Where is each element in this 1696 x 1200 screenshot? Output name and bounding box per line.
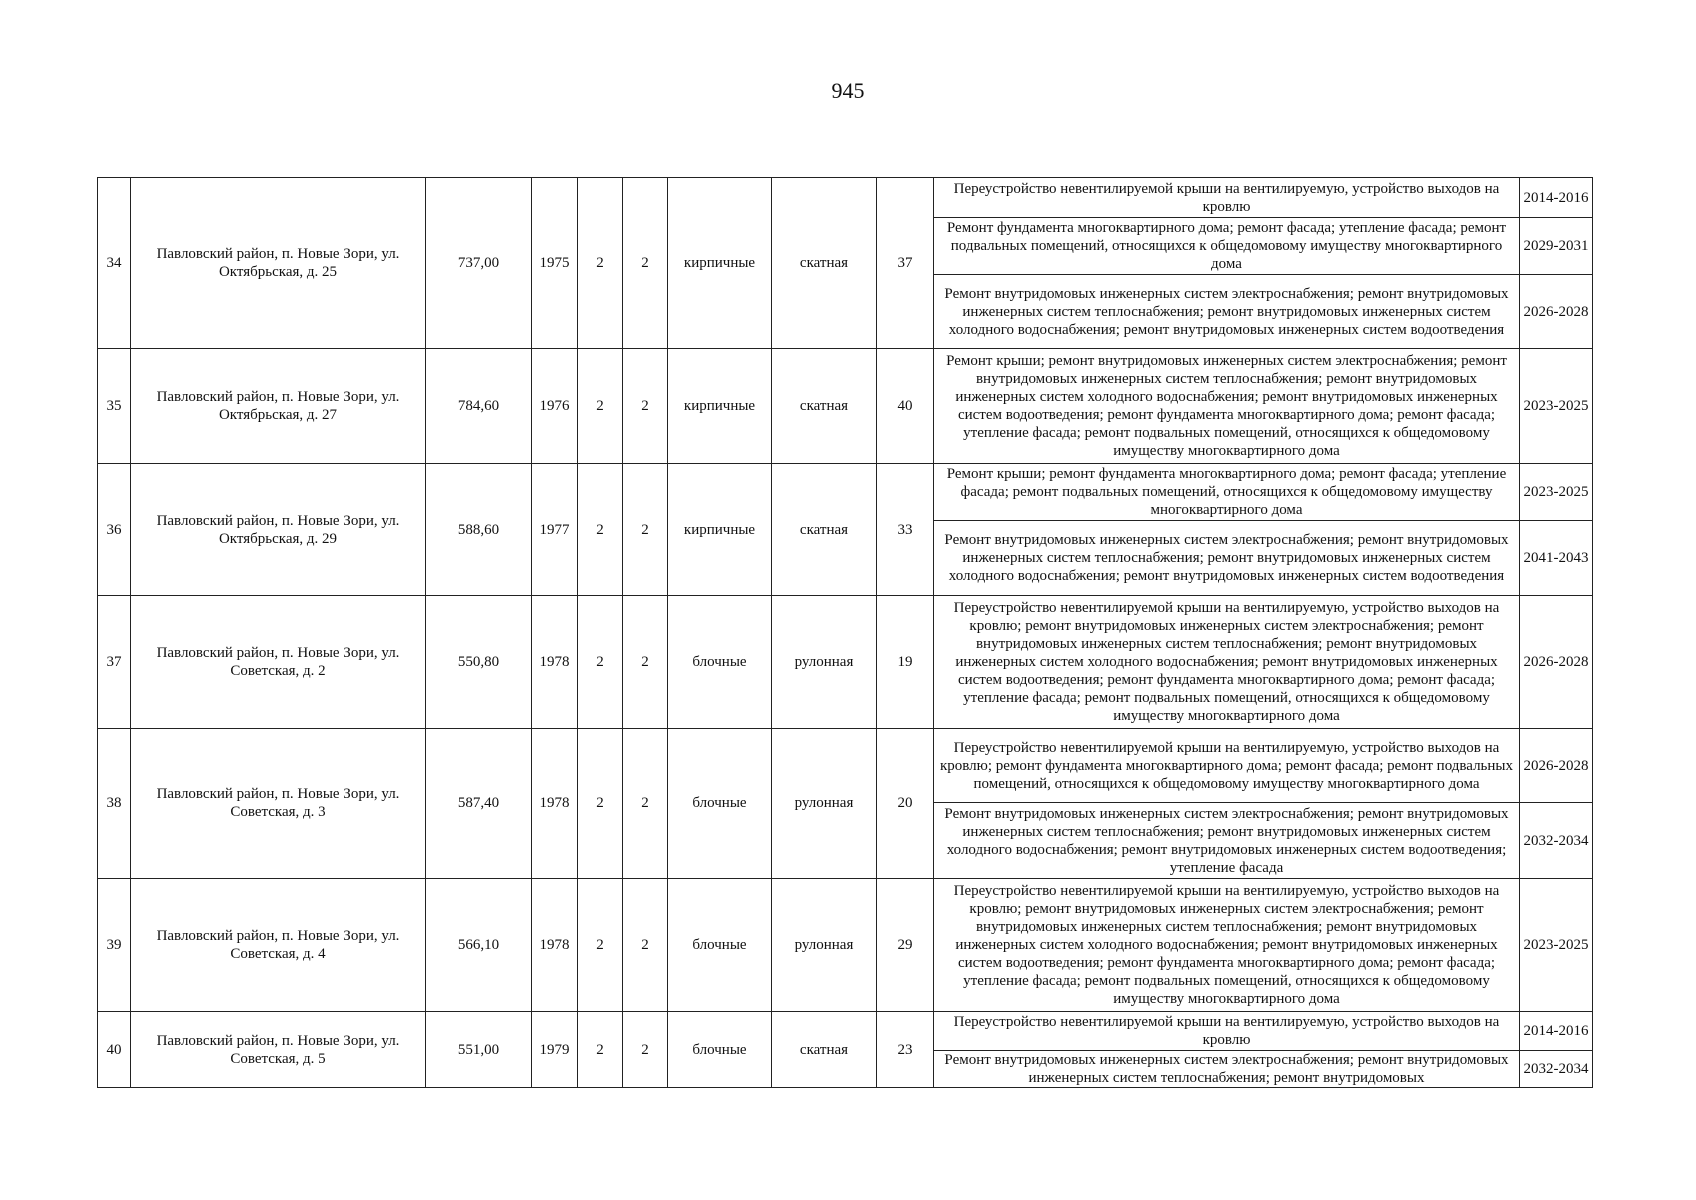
floors-cell: 2 [578,595,623,728]
area-cell: 737,00 [426,178,532,349]
page-number: 945 [831,78,865,103]
entrances-cell: 2 [623,595,668,728]
work-period: 2041-2043 [1520,520,1593,595]
work-description: Переустройство невентилируемой крыши на вентилируемую, устройство выходов на кровлю [934,178,1520,218]
address-cell: Павловский район, п. Новые Зори, ул. Советская, д. 2 [131,595,426,728]
table-row [98,178,1593,218]
work-period: 2026-2028 [1520,595,1593,728]
entrances-cell: 2 [623,178,668,349]
row-number: 34 [98,178,131,349]
roof-type-cell: скатная [772,1012,877,1088]
wall-material-cell: кирпичные [668,178,772,349]
entrances-cell: 2 [623,349,668,464]
wall-material-cell: блочные [668,595,772,728]
area-cell: 550,80 [426,595,532,728]
address-cell: Павловский район, п. Новые Зори, ул. Октябрьская, д. 27 [131,349,426,464]
address-cell: Павловский район, п. Новые Зори, ул. Октябрьская, д. 29 [131,464,426,595]
work-period: 2014-2016 [1520,1012,1593,1050]
floors-cell: 2 [578,728,623,878]
work-period: 2014-2016 [1520,178,1593,218]
apartments-cell: 29 [877,879,934,1012]
apartments-cell: 33 [877,464,934,595]
floors-cell: 2 [578,1012,623,1088]
wall-material-cell: кирпичные [668,464,772,595]
roof-type-cell: рулонная [772,879,877,1012]
area-cell: 551,00 [426,1012,532,1088]
year-cell: 1977 [532,464,578,595]
table-row [98,464,1593,520]
entrances-cell: 2 [623,879,668,1012]
entrances-cell: 2 [623,464,668,595]
work-period: 2023-2025 [1520,349,1593,464]
roof-type-cell: рулонная [772,728,877,878]
table-row [98,728,1593,803]
roof-type-cell: скатная [772,464,877,595]
work-period: 2026-2028 [1520,728,1593,803]
address-cell: Павловский район, п. Новые Зори, ул. Октябрьская, д. 25 [131,178,426,349]
work-description: Ремонт крыши; ремонт внутридомовых инженерных систем электроснабжения; ремонт внутридомовых инженерных систем теплоснабжения; ремонт внутридомовых инженерных систем холодного водоснабжения; ремонт внутридомовых инженерных систем водоотведения; ремонт фундамента многоквартирного дома; ремонт фасада; утепление фасада; ремонт подвальных помещений, относящихся к общедомовому имуществу многоквартирного дома [934,349,1520,464]
work-description: Переустройство невентилируемой крыши на вентилируемую, устройство выходов на кровлю [934,1012,1520,1050]
work-description: Ремонт внутридомовых инженерных систем электроснабжения; ремонт внутридомовых инженерных систем теплоснабжения; ремонт внутридомовых [934,1050,1520,1087]
row-number: 39 [98,879,131,1012]
work-period: 2026-2028 [1520,274,1593,349]
year-cell: 1978 [532,728,578,878]
work-period: 2032-2034 [1520,1050,1593,1087]
work-description: Ремонт крыши; ремонт фундамента многоквартирного дома; ремонт фасада; утепление фасада; ремонт подвальных помещений, относящихся к общедомовому имуществу многоквартирного дома [934,464,1520,520]
row-number: 38 [98,728,131,878]
entrances-cell: 2 [623,1012,668,1088]
roof-type-cell: рулонная [772,595,877,728]
area-cell: 587,40 [426,728,532,878]
work-description: Ремонт внутридомовых инженерных систем электроснабжения; ремонт внутридомовых инженерных систем теплоснабжения; ремонт внутридомовых инженерных систем холодного водоснабжения; ремонт внутридомовых инженерных систем водоотведения [934,520,1520,595]
work-period: 2023-2025 [1520,464,1593,520]
table-row [98,879,1593,1012]
floors-cell: 2 [578,879,623,1012]
year-cell: 1976 [532,349,578,464]
wall-material-cell: блочные [668,728,772,878]
address-cell: Павловский район, п. Новые Зори, ул. Советская, д. 5 [131,1012,426,1088]
row-number: 40 [98,1012,131,1088]
year-cell: 1979 [532,1012,578,1088]
floors-cell: 2 [578,349,623,464]
work-period: 2029-2031 [1520,218,1593,274]
housing-repair-table [97,177,1593,1088]
wall-material-cell: кирпичные [668,349,772,464]
table-row [98,349,1593,464]
table-row [98,595,1593,728]
row-number: 37 [98,595,131,728]
wall-material-cell: блочные [668,1012,772,1088]
apartments-cell: 23 [877,1012,934,1088]
apartments-cell: 19 [877,595,934,728]
work-description: Переустройство невентилируемой крыши на вентилируемую, устройство выходов на кровлю; ремонт внутридомовых инженерных систем электроснабжения; ремонт внутридомовых инженерных систем теплоснабжения; ремонт внутридомовых инженерных систем холодного водоснабжения; ремонт внутридомовых инженерных систем водоотведения; ремонт фундамента многоквартирного дома; ремонт фасада; утепление фасада; ремонт подвальных помещений, относящихся к общедомовому имуществу многоквартирного дома [934,879,1520,1012]
roof-type-cell: скатная [772,349,877,464]
area-cell: 588,60 [426,464,532,595]
table-row [98,1012,1593,1050]
area-cell: 784,60 [426,349,532,464]
area-cell: 566,10 [426,879,532,1012]
work-description: Ремонт фундамента многоквартирного дома; ремонт фасада; утепление фасада; ремонт подвальных помещений, относящихся к общедомовому имуществу многоквартирного дома [934,218,1520,274]
work-description: Ремонт внутридомовых инженерных систем электроснабжения; ремонт внутридомовых инженерных систем теплоснабжения; ремонт внутридомовых инженерных систем холодного водоснабжения; ремонт внутридомовых инженерных систем водоотведения; утепление фасада [934,803,1520,879]
address-cell: Павловский район, п. Новые Зори, ул. Советская, д. 3 [131,728,426,878]
floors-cell: 2 [578,178,623,349]
year-cell: 1975 [532,178,578,349]
work-description: Переустройство невентилируемой крыши на вентилируемую, устройство выходов на кровлю; ремонт внутридомовых инженерных систем электроснабжения; ремонт внутридомовых инженерных систем теплоснабжения; ремонт внутридомовых инженерных систем холодного водоснабжения; ремонт внутридомовых инженерных систем водоотведения; ремонт фундамента многоквартирного дома; ремонт фасада; утепление фасада; ремонт подвальных помещений, относящихся к общедомовому имуществу многоквартирного дома [934,595,1520,728]
entrances-cell: 2 [623,728,668,878]
apartments-cell: 40 [877,349,934,464]
work-description: Переустройство невентилируемой крыши на вентилируемую, устройство выходов на кровлю; ремонт фундамента многоквартирного дома; ремонт фасада; ремонт подвальных помещений, относящихся к общедомовому имуществу многоквартирного дома [934,728,1520,803]
year-cell: 1978 [532,879,578,1012]
year-cell: 1978 [532,595,578,728]
roof-type-cell: скатная [772,178,877,349]
row-number: 35 [98,349,131,464]
work-period: 2032-2034 [1520,803,1593,879]
floors-cell: 2 [578,464,623,595]
work-description: Ремонт внутридомовых инженерных систем электроснабжения; ремонт внутридомовых инженерных систем теплоснабжения; ремонт внутридомовых инженерных систем холодного водоснабжения; ремонт внутридомовых инженерных систем водоотведения [934,274,1520,349]
row-number: 36 [98,464,131,595]
apartments-cell: 20 [877,728,934,878]
work-period: 2023-2025 [1520,879,1593,1012]
address-cell: Павловский район, п. Новые Зори, ул. Советская, д. 4 [131,879,426,1012]
apartments-cell: 37 [877,178,934,349]
wall-material-cell: блочные [668,879,772,1012]
